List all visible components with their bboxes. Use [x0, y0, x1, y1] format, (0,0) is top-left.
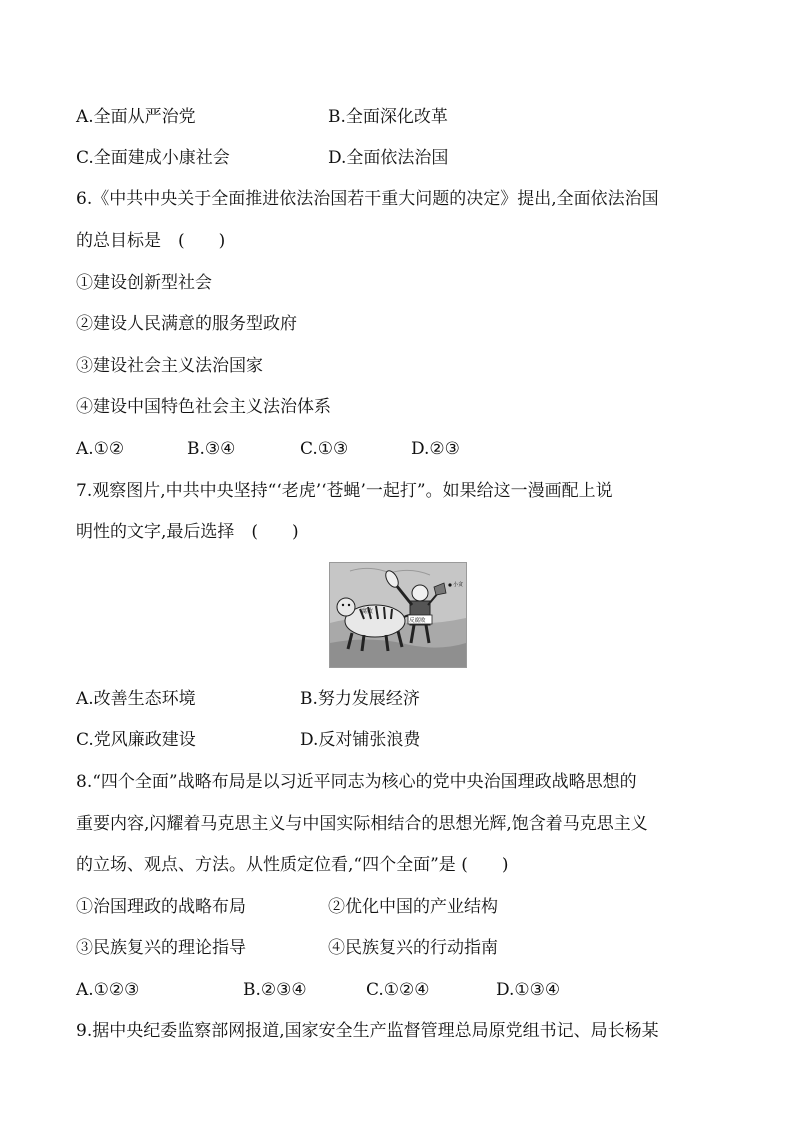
q8-option-c: C.①②④: [366, 980, 430, 1000]
q7-option-b: B.努力发展经济: [300, 689, 420, 709]
q9-stem-line1: 9.据中央纪委监察部网报道,国家安全生产监督管理总局原党组书记、局长杨某: [76, 1021, 659, 1041]
q6-option-d: D.②③: [411, 439, 460, 459]
fly-label: 小贪: [453, 582, 464, 588]
q5-option-c: C.全面建成小康社会: [76, 148, 230, 168]
q8-item-4: ④民族复兴的行动指南: [328, 938, 498, 958]
q6-stem-line1: 6.《中共中央关于全面推进依法治国若干重大问题的决定》提出,全面依法治国: [76, 189, 659, 209]
q6-option-a: A.①②: [76, 439, 125, 459]
q8-option-a: A.①②③: [76, 980, 140, 1000]
q8-item-1: ①治国理政的战略布局: [76, 897, 246, 917]
q8-stem-line3: 的立场、观点、方法。从性质定位看,“四个全面”是 ( ): [76, 855, 509, 875]
q8-item-2: ②优化中国的产业结构: [328, 897, 498, 917]
man-label: 反腐败: [409, 618, 426, 624]
q7-option-a: A.改善生态环境: [76, 689, 196, 709]
tiger-label: 腐败: [361, 608, 374, 615]
q8-stem-line2: 重要内容,闪耀着马克思主义与中国实际相结合的思想光辉,饱含着马克思主义: [76, 814, 648, 834]
q7-stem-line2: 明性的文字,最后选择 ( ): [76, 522, 299, 542]
q8-option-b: B.②③④: [243, 980, 307, 1000]
q7-option-d: D.反对铺张浪费: [300, 730, 421, 750]
q6-option-b: B.③④: [187, 439, 236, 459]
q6-option-c: C.①③: [300, 439, 349, 459]
q6-stem-line2: 的总目标是 ( ): [76, 231, 226, 251]
q6-item-2: ②建设人民满意的服务型政府: [76, 314, 297, 334]
fly-figure: [448, 583, 451, 586]
q5-option-d: D.全面依法治国: [328, 148, 449, 168]
q7-option-c: C.党风廉政建设: [76, 730, 196, 750]
cartoon-image: [329, 562, 467, 668]
cartoon-drawing: [330, 563, 466, 667]
q5-option-a: A.全面从严治党: [76, 107, 196, 127]
q5-option-b: B.全面深化改革: [328, 107, 448, 127]
q8-item-3: ③民族复兴的理论指导: [76, 938, 246, 958]
q6-item-4: ④建设中国特色社会主义法治体系: [76, 397, 331, 417]
q8-stem-line1: 8.“四个全面”战略布局是以习近平同志为核心的党中央治国理政战略思想的: [76, 772, 637, 792]
q8-option-d: D.①③④: [496, 980, 561, 1000]
q6-item-3: ③建设社会主义法治国家: [76, 356, 263, 376]
q6-item-1: ①建设创新型社会: [76, 273, 212, 293]
q7-stem-line1: 7.观察图片,中共中央坚持“‘老虎’‘苍蝇’一起打”。如果给这一漫画配上说: [76, 481, 613, 501]
